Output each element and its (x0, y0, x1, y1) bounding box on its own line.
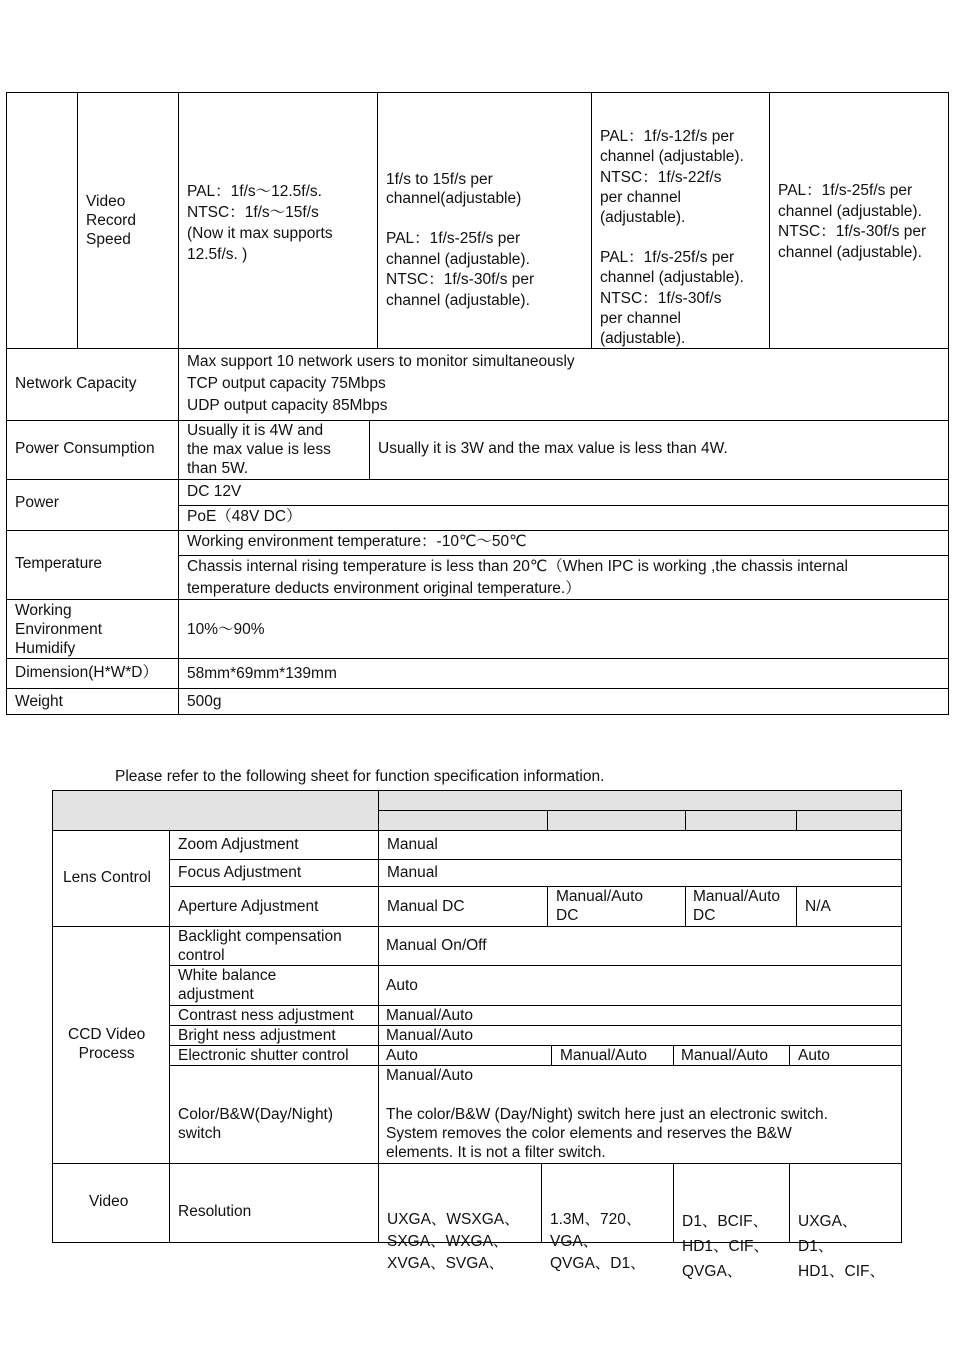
header-cell-col4 (797, 811, 901, 830)
power-consumption-label: Power Consumption (15, 440, 155, 457)
power-consumption-col1: Usually it is 4W and the max value is less than 5W. (187, 422, 331, 477)
resolution-value-1: UXGA、WSXGA、 SXGA、WXGA、 XVGA、SVGA、 (387, 1211, 520, 1272)
resolution-value-3: D1、BCIF、 HD1、CIF、 QVGA、 (682, 1213, 769, 1280)
humidity-label: Working Environment Humidify (15, 602, 103, 657)
brightness-label: Bright ness adjustment (178, 1027, 336, 1044)
lens-control-label: Lens Control (63, 869, 151, 886)
power-line1: DC 12V (187, 483, 242, 500)
humidity-value: 10%～90% (187, 621, 265, 638)
temperature-line2: Chassis internal rising temperature is less than 20℃（When IPC is working ,the chassis internal temperature deducts environment original temperature.） (187, 558, 848, 597)
color-bw-value: Manual/Auto The color/B&W (Day/Night) switch here just an electronic switch. System removes the color elements and reserves the B&W elements. It is not a filter switch. (386, 1067, 828, 1162)
backlight-label: Backlight compensation control (178, 928, 342, 964)
header-cell-top (379, 791, 901, 810)
aperture-value-3: Manual/Auto DC (693, 888, 781, 924)
resolution-label: Resolution (178, 1203, 252, 1220)
network-capacity-label: Network Capacity (15, 375, 137, 392)
temperature-line1: Working environment temperature：-10℃～50℃ (187, 533, 527, 550)
weight-value: 500g (187, 693, 222, 710)
shutter-value-3: Manual/Auto (681, 1047, 769, 1064)
video-record-speed-col3b: PAL：1f/s-25f/s per channel (adjustable). NTSC：1f/s-30f/s per channel (adjustable). (600, 249, 744, 348)
focus-adjustment-value: Manual (387, 864, 438, 881)
network-capacity-line1: Max support 10 network users to monitor simultaneously (187, 353, 575, 370)
white-balance-value: Auto (386, 977, 418, 994)
video-record-speed-col2a: 1f/s to 15f/s per channel(adjustable) (386, 171, 522, 207)
color-bw-label: Color/B&W(Day/Night) switch (178, 1106, 334, 1142)
intro-text: Please refer to the following sheet for function specification information. (115, 768, 605, 785)
focus-adjustment-label: Focus Adjustment (178, 864, 302, 881)
dimension-value: 58mm*69mm*139mm (187, 665, 337, 682)
white-balance-label: White balance adjustment (178, 967, 277, 1003)
header-cell-col1 (379, 811, 547, 830)
zoom-adjustment-value: Manual (387, 836, 438, 853)
dimension-label: Dimension(H*W*D） (15, 664, 158, 681)
shutter-value-4: Auto (798, 1047, 830, 1064)
video-record-speed-col4: PAL：1f/s-25f/s per channel (adjustable). NTSC：1f/s-30f/s per channel (adjustable). (778, 182, 927, 262)
contrast-value: Manual/Auto (386, 1007, 474, 1024)
header-cell-blank (53, 791, 378, 830)
zoom-adjustment-label: Zoom Adjustment (178, 836, 299, 853)
video-record-speed-col2b: PAL：1f/s-25f/s per channel (adjustable). NTSC：1f/s-30f/s per channel (adjustable). (386, 230, 535, 309)
video-label: Video (89, 1193, 129, 1210)
temperature-label: Temperature (15, 555, 103, 572)
contrast-label: Contrast ness adjustment (178, 1007, 354, 1024)
backlight-value: Manual On/Off (386, 937, 487, 954)
resolution-value-2: 1.3M、720、 VGA、 QVGA、D1、 (550, 1211, 646, 1272)
video-record-speed-col1: PAL：1f/s～12.5f/s. NTSC：1f/s～15f/s (Now it max supports 12.5f/s. ) (187, 183, 333, 263)
aperture-adjustment-label: Aperture Adjustment (178, 898, 319, 915)
aperture-value-4: N/A (805, 898, 831, 915)
network-capacity-line2: TCP output capacity 75Mbps (187, 375, 386, 392)
shutter-value-1: Auto (386, 1047, 418, 1064)
aperture-value-1: Manual DC (387, 898, 465, 915)
network-capacity-line3: UDP output capacity 85Mbps (187, 397, 388, 414)
video-record-speed-col3a: PAL：1f/s-12f/s per channel (adjustable). NTSC：1f/s-22f/s per channel (adjustable). (600, 128, 744, 227)
power-consumption-col2: Usually it is 3W and the max value is less than 4W. (378, 440, 728, 457)
ccd-video-process-label: CCD Video Process (68, 1026, 146, 1062)
power-label: Power (15, 494, 59, 511)
power-line2: PoE（48V DC） (187, 508, 302, 525)
weight-label: Weight (15, 693, 63, 710)
resolution-value-4: UXGA、 D1、 HD1、CIF、 (798, 1213, 885, 1280)
shutter-label: Electronic shutter control (178, 1047, 349, 1064)
video-record-speed-label: Video Record Speed (86, 193, 136, 248)
header-cell-col3 (686, 811, 796, 830)
shutter-value-2: Manual/Auto (560, 1047, 648, 1064)
header-cell-col2 (548, 811, 685, 830)
brightness-value: Manual/Auto (386, 1027, 474, 1044)
aperture-value-2: Manual/Auto DC (556, 888, 644, 924)
